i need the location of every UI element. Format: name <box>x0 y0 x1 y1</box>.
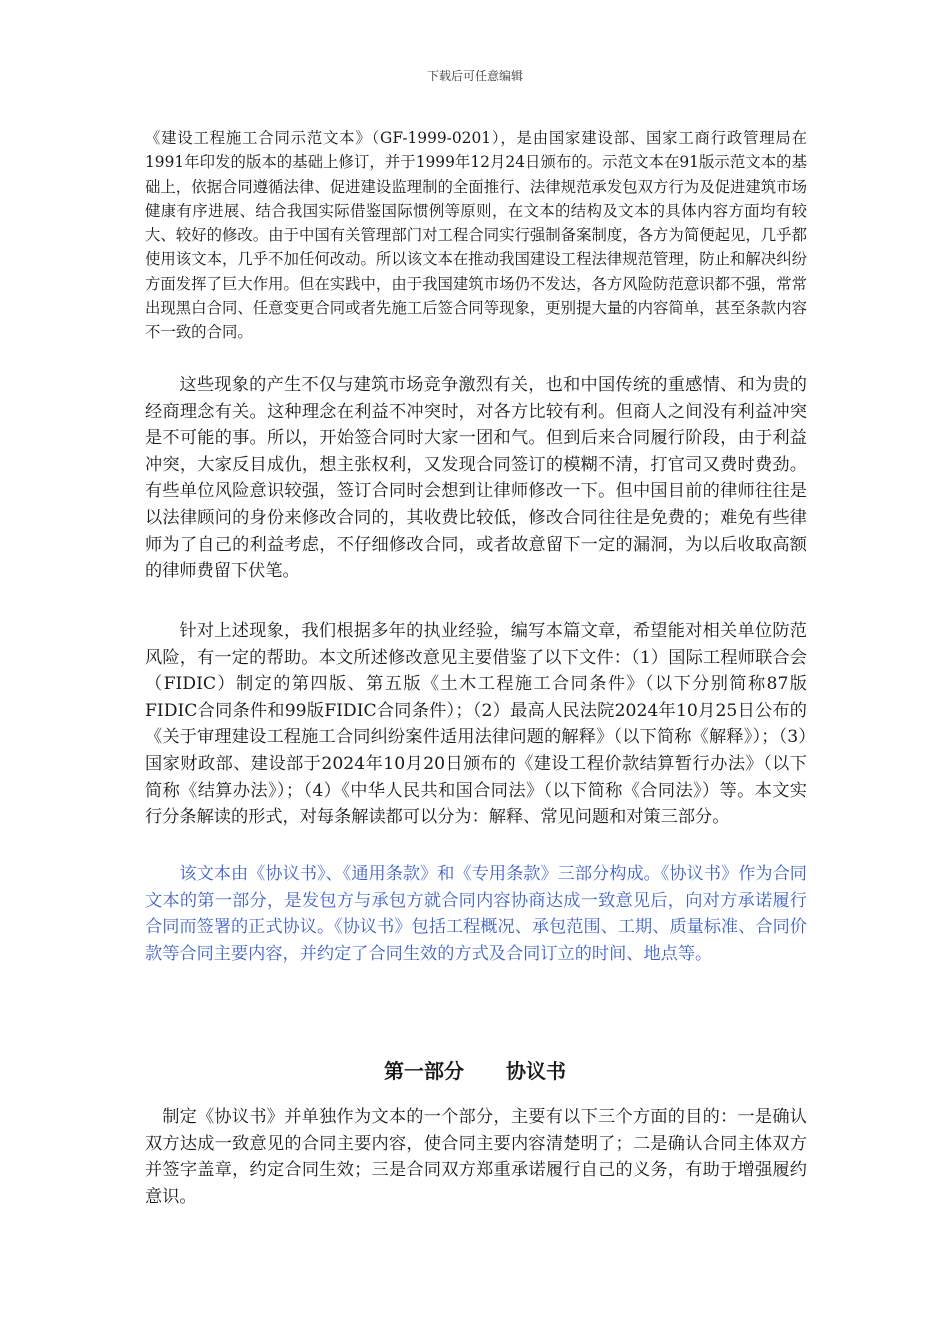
section-title: 协议书 <box>506 1059 566 1083</box>
section-paragraph-1: 制定《协议书》并单独作为文本的一个部分，主要有以下三个方面的目的：一是确认双方达成一致意见的合同主要内容，使合同主要内容清楚明了；二是确认合同主体双方并签字盖章，约定合同生效；三是合同双方郑重承诺履行自己的义务，有助于增强履约意识。 <box>145 1107 807 1207</box>
intro-paragraph-1: 《建设工程施工合同示范文本》（GF-1999-0201），是由国家建设部、国家工商行政管理局在1991年印发的版本的基础上修订，并于1999年12月24日颁布的。示范文本在91版示范文本的基础上，依据合同遵循法律、促进建设监理制的全面推行、法律规范承发包双方行为及促进建筑市场健康有序进展、结合我国实际借鉴国际惯例等原则，在文本的结构及文本的具体内容方面均有较大、较好的修改。由于中国有关管理部门对工程合同实行强制备案制度，各方为简便起见，几乎都使用该文本，几乎不加任何改动。所以该文本在推动我国建设工程法律规范管理，防止和解决纠纷方面发挥了巨大作用。但在实践中，由于我国建筑市场仍不发达，各方风险防范意识都不强，常常出现黑白合同、任意变更合同或者先施工后签合同等现象，更别提大量的内容简单，甚至条款内容不一致的合同。 <box>145 129 807 342</box>
intro-paragraph-2: 这些现象的产生不仅与建筑市场竞争激烈有关，也和中国传统的重感情、和为贵的经商理念有关。这种理念在利益不冲突时，对各方比较有利。但商人之间没有利益冲突是不可能的事。所以，开始签合同时大家一团和气。但到后来合同履行阶段，由于利益冲突，大家反目成仇，想主张权利，又发现合同签订的模糊不清，打官司又费时费劲。有些单位风险意识较强，签订合同时会想到让律师修改一下。但中国目前的律师往往是以法律顾问的身份来修改合同的，其收费比较低，修改合同往往是免费的；难免有些律师为了自己的利益考虑，不仔细修改合同，或者故意留下一定的漏洞，为以后收取高额的律师费留下伏笔。 <box>145 375 807 582</box>
section-heading <box>0 1055 950 1084</box>
page-header-note: 下载后可任意编辑 <box>426 69 523 83</box>
intro-paragraph-4-highlighted: 该文本由《协议书》、《通用条款》和《专用条款》三部分构成。《协议书》作为合同文本的第一部分，是发包方与承包方就合同内容协商达成一致意见后，向对方承诺履行合同而签署的正式协议。《协议书》包括工程概况、承包范围、工期、质量标准、合同价款等合同主要内容，并约定了合同生效的方式及合同订立的时间、地点等。 <box>145 864 807 964</box>
section-part-label: 第一部分 <box>384 1059 464 1083</box>
intro-paragraph-3: 针对上述现象，我们根据多年的执业经验，编写本篇文章，希望能对相关单位防范风险，有一定的帮助。本文所述修改意见主要借鉴了以下文件：（1）国际工程师联合会（FIDIC）制定的第四版、第五版《土木工程施工合同条件》（以下分别简称87版FIDIC合同条件和99版FIDIC合同条件）；（2）最高人民法院2024年10月25日公布的《关于审理建设工程施工合同纠纷案件适用法律问题的解释》（以下简称《解释》）；（3）国家财政部、建设部于2024年10月20日颁布的《建设工程价款结算暂行办法》（以下简称《结算办法》）；（4）《中华人民共和国合同法》（以下简称《合同法》）等。本文实行分条解读的形式，对每条解读都可以分为：解释、常见问题和对策三部分。 <box>145 621 807 828</box>
